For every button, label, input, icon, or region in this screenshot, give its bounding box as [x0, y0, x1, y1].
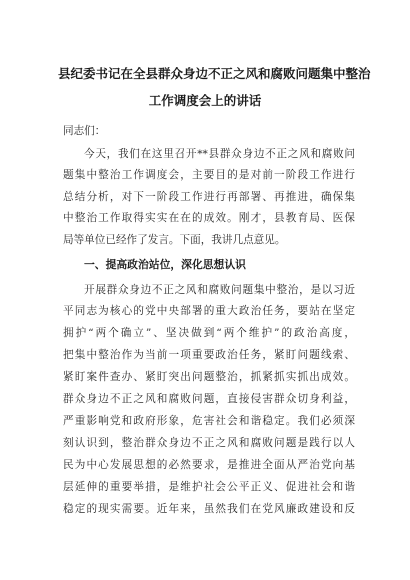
section-heading-1: 一、提高政治站位，深化思想认识: [84, 258, 246, 271]
paragraph-2-line: 把集中整治作为当前一项重要政治任务，紧盯问题线索、: [63, 349, 355, 361]
paragraph-1-line: 中整治工作取得实实在在的成效。刚才，县教育局、医保: [63, 212, 355, 224]
document-title-line-1: 县纪委书记在全县群众身边不正之风和腐败问题集中整治: [58, 66, 371, 81]
paragraph-2-line: 稳定的现实需要。近年来，虽然我们在党风廉政建设和反: [63, 503, 355, 515]
paragraph-2-line: 开展群众身边不正之风和腐败问题集中整治，是以习近: [84, 284, 355, 296]
paragraph-2-line: 严重影响党和政府形象，危害社会和谐稳定。我们必须深: [63, 415, 355, 427]
paragraph-1-line: 今天，我们在这里召开**县群众身边不正之风和腐败问: [84, 148, 355, 160]
paragraph-2-line: 刻认识到，整治群众身边不正之风和腐败问题是践行以人: [63, 437, 355, 449]
paragraph-2-line: 民为中心发展思想的必然要求，是推进全面从严治党向基: [63, 459, 355, 471]
paragraph-2-line: 平同志为核心的党中央部署的重大政治任务，要站在坚定: [63, 305, 355, 317]
paragraph-1-line: 局等单位已经作了发言。下面，我讲几点意见。: [63, 234, 286, 246]
salutation: 同志们：: [63, 125, 106, 137]
paragraph-2-line: 拥护“两个确立”、坚决做到“两个维护”的政治高度，: [63, 327, 355, 339]
document-title-line-2: 工作调度会上的讲话: [148, 93, 262, 108]
paragraph-2-line: 群众身边不正之风和腐败问题，直接侵害群众切身利益，: [63, 393, 355, 405]
paragraph-2-line: 紧盯案件查办、紧盯突出问题整治，抓紧抓实抓出成效。: [63, 371, 355, 383]
paragraph-2-line: 层延伸的重要举措，是维护社会公平正义、促进社会和谐: [63, 481, 355, 493]
paragraph-1-line: 题集中整治工作调度会，主要目的是对前一阶段工作进行: [63, 169, 355, 181]
paragraph-1-line: 总结分析，对下一阶段工作进行再部署、再推进，确保集: [63, 191, 355, 203]
